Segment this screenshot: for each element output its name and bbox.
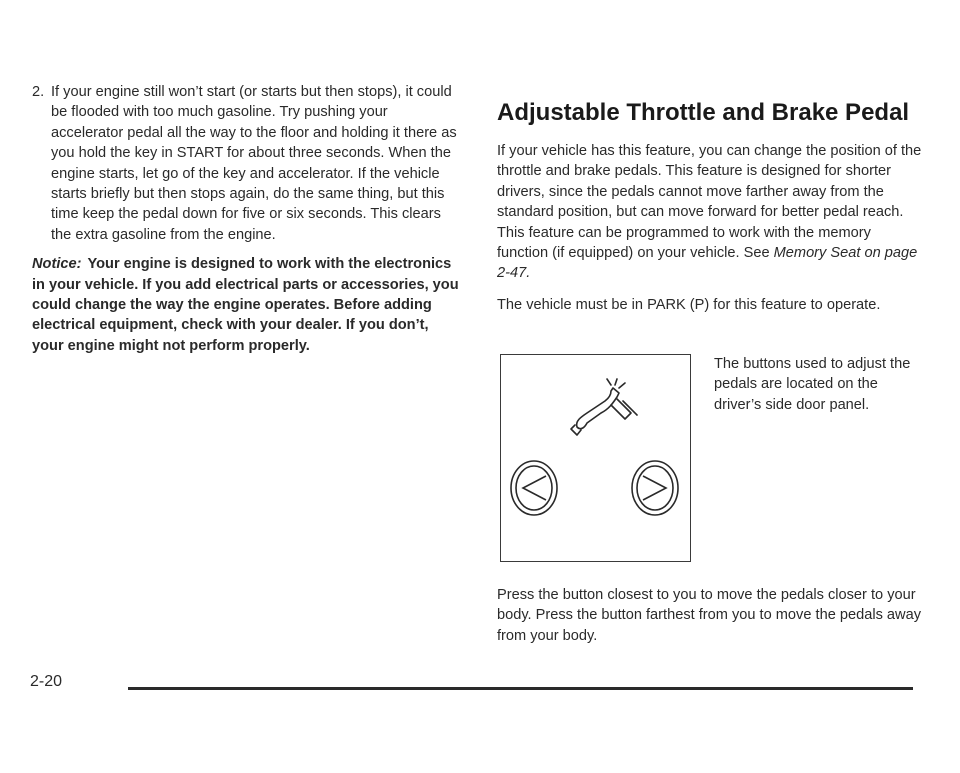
pedal-control-figure [500,354,691,562]
intro-paragraph [497,141,925,284]
left-column [32,82,460,356]
notice-block [32,254,460,356]
park-paragraph: The vehicle must be in PARK (P) for this feature to operate. [497,296,881,313]
figure-caption: The buttons used to adjust the pedals are located on the driver’s side door panel. [714,356,911,413]
step-text: If your engine still won’t start (or starts but then stops), it could be flooded with too much gasoline. Try pushing your accelerator pedal all the way to the floor and holding it there as you hold the key in START for about three seconds. When the engine starts, let go of the key and accelerator. If the vehicle starts briefly but then stops again, do the same thing, but this time keep the pedal down for five or six seconds. This clears the extra gasoline from the engine. [51,84,457,243]
chevron-left-icon [511,461,557,515]
footer-rule [128,687,913,690]
step-number: 2. [32,84,45,100]
notice-text: Your engine is designed to work with the electronics in your vehicle. If you add electrical parts or accessories, you could change the way the engine operates. Before adding electrical equipment, check with your dealer. If you don’t, your engine might not perform properly. [32,256,459,354]
right-column [497,98,925,315]
chevron-right-icon [632,461,678,515]
intro-text: If your vehicle has this feature, you can change the position of the throttle and brake pedals. This feature is designed for shorter drivers, since the pedals cannot move farther away from the standard position, but can move forward for better pedal reach. This feature can be programmed to work with the memory function (if equipped) on your vehicle. See [497,143,922,262]
memory-seat-reference: Memory Seat on page 2-47. [497,245,918,282]
section-heading: Adjustable Throttle and Brake Pedal [497,99,910,126]
page-number: 2-20 [30,673,63,690]
pedal-icon [571,379,637,435]
notice-label: Notice: [32,256,82,273]
pedal-control-illustration [501,355,692,563]
step-2 [32,82,460,245]
figure-row [497,354,927,564]
press-button-paragraph: Press the button closest to you to move the pedals closer to your body. Press the button farthest from you to move the pedals away from your body. [497,587,921,644]
